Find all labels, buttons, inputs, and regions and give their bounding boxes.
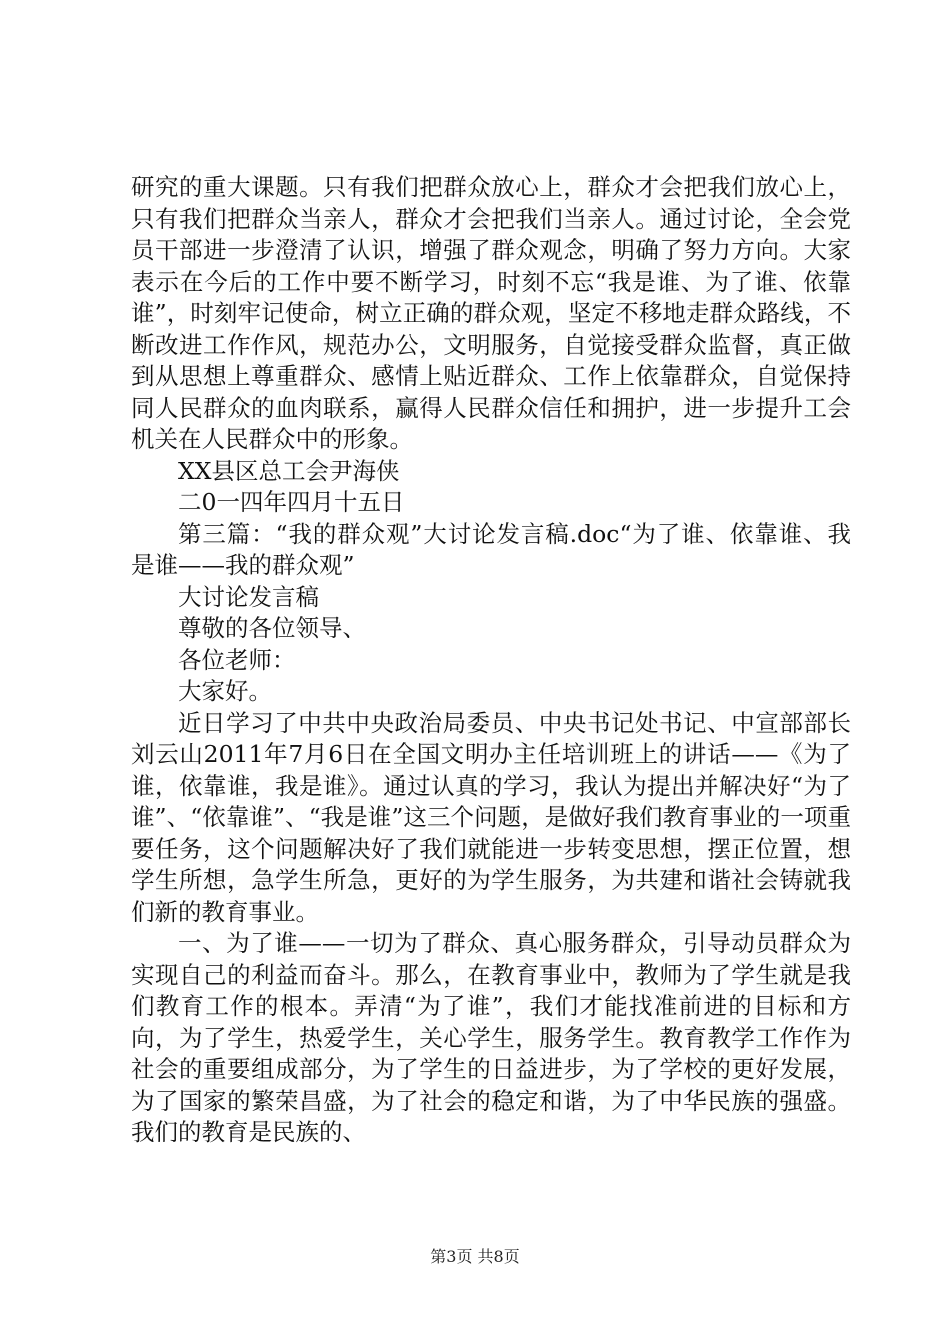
section-title: 第三篇：“我的群众观”大讨论发言稿.doc“为了谁、依靠谁、我是谁——我的群众观” — [131, 519, 851, 579]
paragraph: 大讨论发言稿 — [178, 582, 319, 611]
paragraph: 近日学习了中共中央政治局委员、中央书记处书记、中宣部部长刘云山2011年7月6日在全国文明办主任培训班上的讲话——《为了谁，依靠谁，我是谁》。通过认真的学习，我认为提出并解决好“为了谁”、“依靠谁”、“我是谁”这三个问题，是做好我们教育事业的一项重要任务，这个问题解决好了我们就能进一步转变思想，摆正位置，想学生所想，急学生所急，更好的为学生服务，为共建和谐社会铸就我们新的教育事业。 — [131, 708, 851, 926]
document-body — [131, 172, 851, 1149]
page-number-footer: 第3页 共8页 — [430, 1247, 520, 1266]
date-line: 二0一四年四月十五日 — [178, 488, 405, 516]
paragraph: 研究的重大课题。只有我们把群众放心上，群众才会把我们放心上，只有我们把群众当亲人，群众才会把我们当亲人。通过讨论，全会党员干部进一步澄清了认识，增强了群众观念，明确了努力方向。大家表示在今后的工作中要不断学习，时刻不忘“我是谁、为了谁、依靠谁”，时刻牢记使命，树立正确的群众观，坚定不移地走群众路线，不断改进工作作风，规范办公，文明服务，自觉接受群众监督，真正做到从思想上尊重群众、感情上贴近群众、工作上依靠群众，自觉保持同人民群众的血肉联系，赢得人民群众信任和拥护，进一步提升工会机关在人民群众中的形象。 — [131, 173, 851, 453]
greeting-line: 大家好。 — [178, 677, 272, 705]
author-line: XX县区总工会尹海侠 — [178, 456, 400, 485]
paragraph: 一、为了谁——一切为了群众、真心服务群众，引导动员群众为实现自己的利益而奋斗。那么，在教育事业中，教师为了学生就是我们教育工作的根本。弄清“为了谁”，我们才能找准前进的目标和方向，为了学生，热爱学生，关心学生，服务学生。教育教学工作作为社会的重要组成部分，为了学生的日益进步，为了学校的更好发展，为了国家的繁荣昌盛，为了社会的稳定和谐，为了中华民族的强盛。我们的教育是民族的、 — [131, 929, 851, 1146]
salutation-line: 尊敬的各位领导、 — [178, 614, 366, 642]
salutation-line: 各位老师： — [178, 645, 296, 674]
